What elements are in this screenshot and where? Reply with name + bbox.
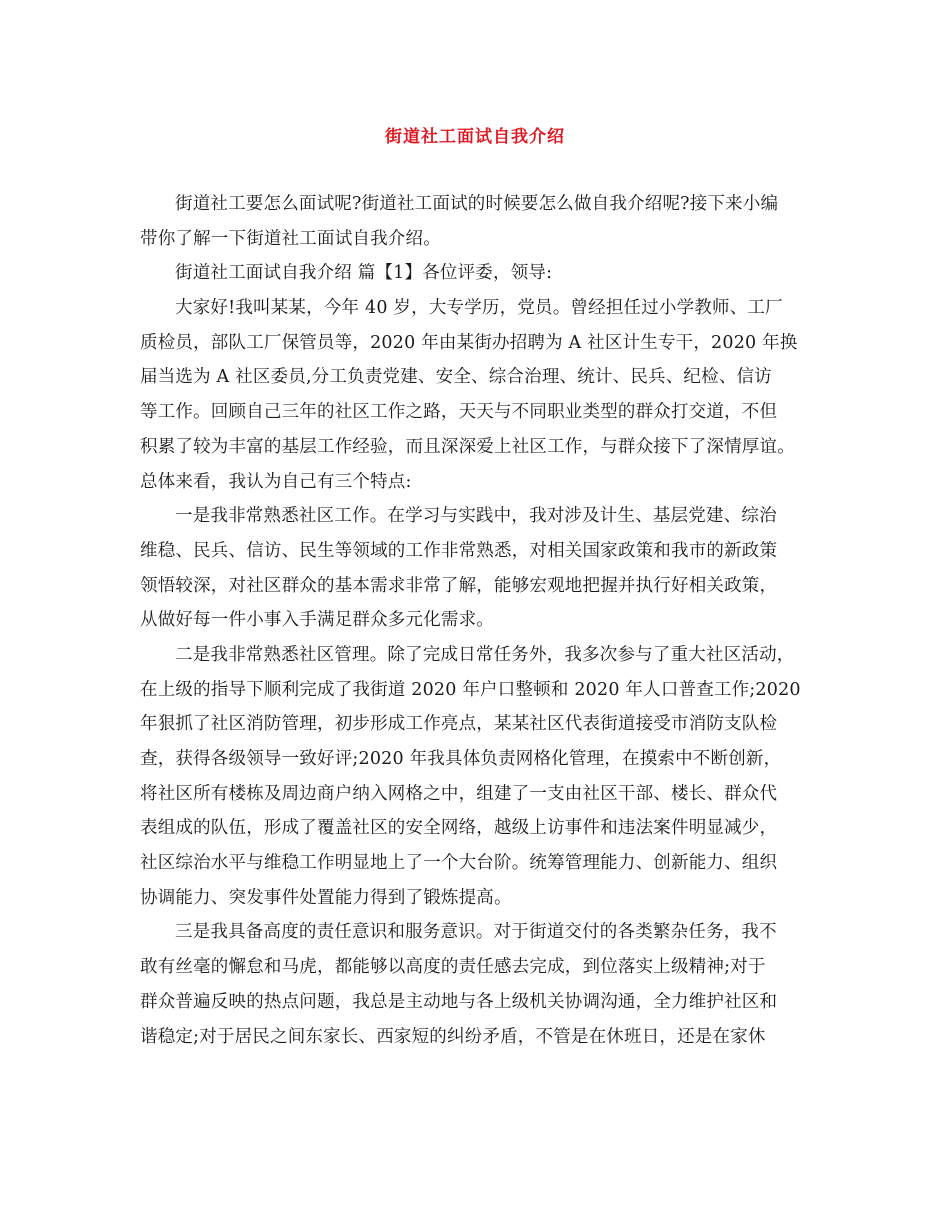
text-line: 从做好每一件小事入手满足群众多元化需求。 [140,610,494,631]
text-line: 积累了较为丰富的基层工作经验，而且深深爱上社区工作，与群众接下了深情厚谊。 [140,436,795,457]
text-line: 年狠抓了社区消防管理，初步形成工作亮点，某某社区代表街道接受市消防支队检 [140,714,778,735]
text-line: 社区综治水平与维稳工作明显地上了一个大台阶。统筹管理能力、创新能力、组织 [140,853,778,874]
text-line: 届当选为 A 社区委员,分工负责党建、安全、综合治理、统计、民兵、纪检、信访 [140,367,772,388]
text-line: 群众普遍反映的热点问题，我总是主动地与各上级机关协调沟通，全力维护社区和 [140,991,778,1012]
text-line: 谐稳定;对于居民之间东家长、西家短的纠纷矛盾，不管是在休班日，还是在家休 [140,1026,766,1047]
text-line: 质检员，部队工厂保管员等，2020 年由某街办招聘为 A 社区计生专干，2020 年换 [140,332,798,353]
text-line: 协调能力、突发事件处置能力得到了锻炼提高。 [140,887,512,908]
text-line: 一是我非常熟悉社区工作。在学习与实践中，我对涉及计生、基层党建、综治 [175,506,777,527]
text-line: 维稳、民兵、信访、民生等领域的工作非常熟悉，对相关国家政策和我市的新政策 [140,540,778,561]
text-line: 领悟较深，对社区群众的基本需求非常了解，能够宏观地把握并执行好相关政策， [140,575,778,596]
text-line: 三是我具备高度的责任意识和服务意识。对于街道交付的各类繁杂任务，我不 [175,922,777,943]
text-line: 大家好!我叫某某，今年 40 岁，大专学历，党员。曾经担任过小学教师、工厂 [175,298,783,319]
text-line: 街道社工要怎么面试呢?街道社工面试的时候要怎么做自我介绍呢?接下来小编 [175,194,779,214]
text-line: 二是我非常熟悉社区管理。除了完成日常任务外，我多次参与了重大社区活动， [175,644,795,665]
text-line: 表组成的队伍，形成了覆盖社区的安全网络，越级上访事件和违法案件明显减少， [140,818,778,839]
text-line: 总体来看，我认为自己有三个特点: [140,471,412,492]
text-line: 将社区所有楼栋及周边商户纳入网格之中，组建了一支由社区干部、楼长、群众代 [140,783,778,804]
text-line: 在上级的指导下顺利完成了我街道 2020 年户口整顿和 2020 年人口普查工作;2020 [140,679,801,700]
text-line: 街道社工面试自我介绍 篇【1】各位评委，领导: [175,263,553,284]
text-line: 查，获得各级领导一致好评;2020 年我具体负责网格化管理，在摸索中不断创新， [140,749,782,769]
text-line: 敢有丝毫的懈怠和马虎，都能够以高度的责任感去完成，到位落实上级精神;对于 [140,957,766,978]
text-line: 带你了解一下街道社工面试自我介绍。 [140,228,441,249]
document-title: 街道社工面试自我介绍 [385,127,565,147]
document-body [140,187,830,1054]
text-line: 等工作。回顾自己三年的社区工作之路，天天与不同职业类型的群众打交道，不但 [140,402,778,423]
